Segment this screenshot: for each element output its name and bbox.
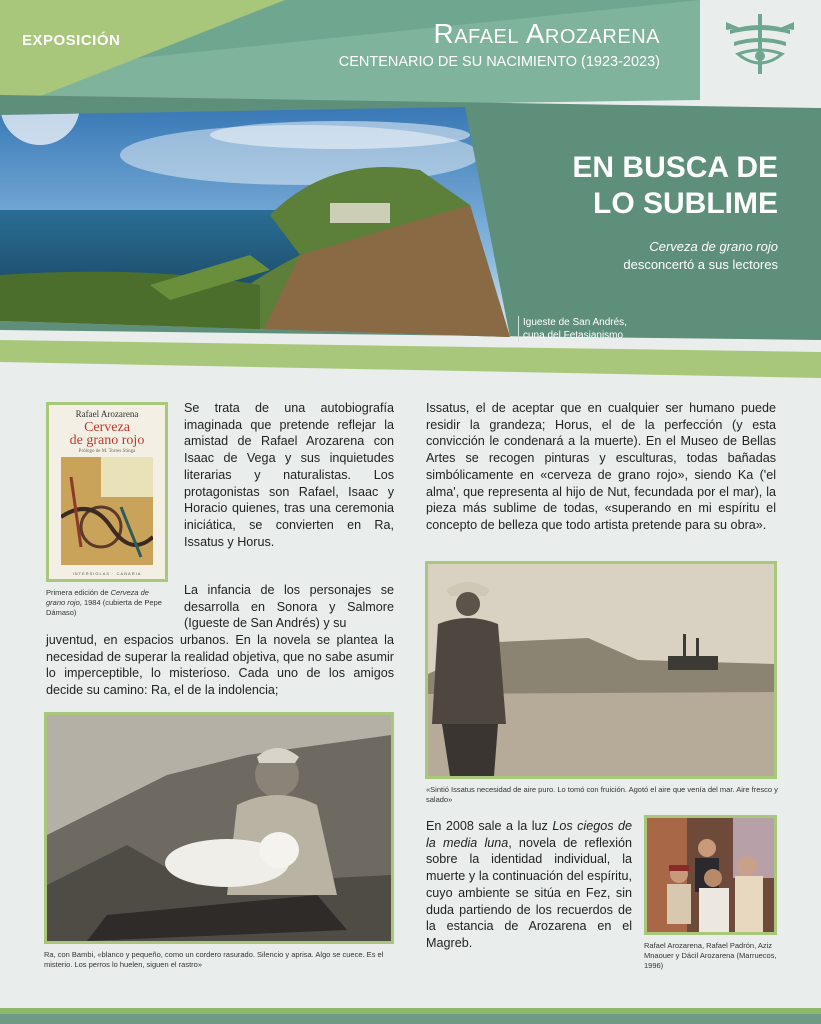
- section-title-line2: LO SUBLIME: [593, 187, 778, 220]
- section-title-line1: EN BUSCA DE: [572, 151, 778, 184]
- book-author: Rafael Arozarena: [75, 409, 139, 419]
- book-cover-frame: [46, 402, 168, 582]
- paragraph-4-before: En 2008 sale a la luz: [426, 819, 553, 833]
- book-title-line1: Cerveza: [84, 420, 130, 435]
- dog-photo-caption: Ra, con Bambi, «blanco y pequeño, como un cordero rasurado. Silencio y aprisa. Algo se cuece. Es el misterio. Los perros lo huelen, siguen el rastro»: [44, 950, 384, 969]
- main-title: Rafael Arozarena: [433, 18, 660, 49]
- dog-photo: [47, 715, 391, 941]
- book-publisher: INTERSIGLAS · CANARIA: [72, 571, 142, 576]
- book-title: [49, 421, 165, 447]
- section-title: [540, 150, 778, 222]
- sea-photo-frame: [425, 561, 777, 779]
- exhibition-tag: EXPOSICIÓN: [22, 32, 121, 49]
- body-paragraph-2b: juventud, en espacios urbanos. En la novela se plantea la necesidad de superar la realidad objetiva, que no sabe asumir lo imperceptible, lo misterioso. Cada uno de los amigos decide su camino: Ra, el de la indolencia;: [46, 633, 394, 698]
- hero-landscape-photo: [0, 85, 510, 337]
- group-photo-caption: Rafael Arozarena, Rafael Padrón, Aziz Mnaouer y Dácil Arozarena (Marruecos, 1996): [644, 941, 777, 970]
- book-prologue: Prólogo de M. Torres Stinga: [78, 449, 136, 454]
- main-subtitle: CENTENARIO DE SU NACIMIENTO (1923-2023): [338, 54, 660, 70]
- footer-bar: [0, 1014, 821, 1024]
- body-paragraph-3: Issatus, el de aceptar que en cualquier ser humano puede residir la grandeza; Horus, el de la perfección (y esta convicción le condenará a la muerte). En el Museo de Bellas Artes se recogen pinturas y esculturas, todas bañadas simbólicamente en «cerveza de grano rojo», siendo Ka ('el alma', que representa al hijo de Nut, fecundada por el mar), la pieza más sublime de todas, «superando en mi espíritu el concepto de belleza que todo artista pretende para su obra».: [426, 401, 776, 532]
- group-photo: [647, 818, 774, 932]
- paragraph-4-after: , novela de reflexión sobre la identidad individual, la muerte y la continuación del espíritu, cuyo ambiente se sitúa en Fez, sin duda partiendo de los recuerdos de la estancia de Arozarena en el Magreb.: [426, 835, 632, 950]
- logo-panel: [700, 0, 821, 100]
- body-paragraph-4: [426, 818, 632, 952]
- book-cover-caption: [46, 588, 166, 618]
- book-caption-before: Primera edición de: [46, 588, 111, 597]
- section-subtitle-book: Cerveza de grano rojo: [649, 239, 778, 254]
- dog-photo-frame: [44, 712, 394, 944]
- sea-photo-caption: «Sintió Issatus necesidad de aire puro. Lo tomó con fruición. Agotó el aire que venía del mar. Aire fresco y salado»: [426, 785, 778, 804]
- hero-photo-caption: [518, 316, 627, 342]
- group-photo-frame: [644, 815, 777, 935]
- book-cover-art: [61, 457, 153, 565]
- section-subtitle: [560, 238, 778, 274]
- body-paragraph-1: Se trata de una autobiografía imaginada que pretende reflejar la amistad de Rafael Arozarena con Isaac de Vega y sus inquietudes literarias y naturalistas. Los protagonistas son Rafael, Isaac y Horacio quienes, tras una ceremonia iniciática, se convierten en Ra, Issatus y Horus.: [184, 401, 394, 549]
- hero-caption-line2: cuna del Fetasianismo: [523, 330, 624, 341]
- sea-photo: [428, 564, 774, 776]
- book-cover: [49, 405, 165, 579]
- body-paragraph-2a: La infancia de los personajes se desarrolla en Sonora y Salmore (Igueste de San Andrés) y su: [184, 583, 394, 631]
- hero-caption-line1: Igueste de San Andrés,: [523, 317, 627, 328]
- book-caption-title: Cerveza de grano rojo: [46, 588, 149, 607]
- book-title-line2: de grano rojo: [69, 433, 145, 448]
- book-caption-after: , 1984 (cubierta de Pepe Dámaso): [46, 598, 162, 617]
- paragraph-4-book: Los ciegos de la media luna: [426, 819, 633, 850]
- section-subtitle-rest: desconcertó a sus lectores: [623, 257, 778, 272]
- institution-logo-icon: [700, 0, 821, 100]
